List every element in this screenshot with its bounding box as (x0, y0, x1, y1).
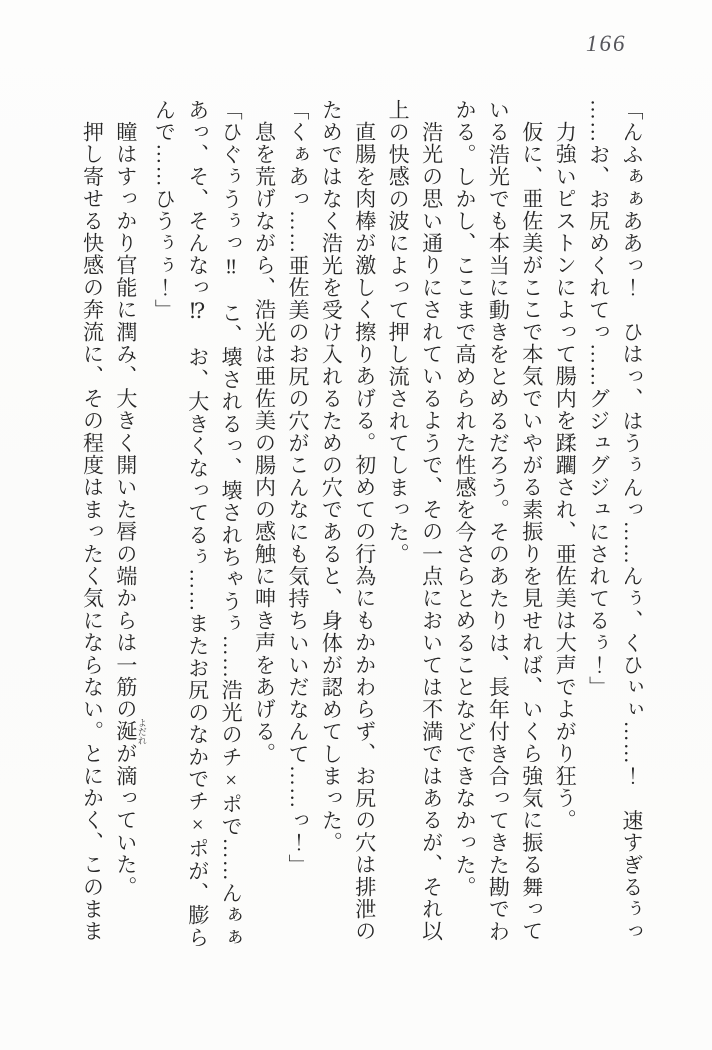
text-line: 「んふぁぁああっ！ ひはっ、はうぅんっ……んぅ、くひぃぃ……！ 速すぎるぅっ (620, 99, 644, 943)
text-line: ……お、お尻めくれてっ……グジュグジュにされてるぅ！」 (586, 99, 611, 699)
text-line: んで……ひうぅぅ！」 (152, 99, 177, 321)
text-line: いる浩光でも本当に動きをとめるだろう。そのあたりは、長年付き合ってきた勘でわ (486, 99, 511, 943)
text-line: 上の快感の波によって押し流されてしまった。 (386, 99, 411, 566)
page-number: 166 (586, 31, 627, 56)
text-line: 息を荒げながら、浩光は亜佐美の腸内の感触に呻き声をあげる。 (252, 121, 277, 765)
text-line: 仮に、亜佐美がここで本気でいやがる素振りを見せれば、いくら強気に振る舞って (519, 121, 544, 943)
text-line: 「くぁあっ……亜佐美のお尻の穴がこんなにも気持ちいいだなんて……っ！」 (285, 99, 310, 876)
text-line: 押し寄せる快感の奔流に、その程度はまったく気にならない。とにかく、このまま (80, 121, 105, 943)
line-text: が滴っていた。 (113, 742, 138, 899)
text-line: ためではなく浩光を受け入れるための穴であると、身体が認めてしまった。 (319, 99, 344, 854)
ruby-base: 涎 (113, 718, 138, 745)
vertical-text-block (75, 99, 648, 971)
ruby-furigana: よだれ (136, 718, 147, 746)
text-line: かる。しかし、ここまで高められた性感を今さらとめることなどできなかった。 (452, 99, 477, 899)
line-text: 瞳はすっかり官能に潤み、大きく開いた唇の端からは一筋の (113, 121, 138, 721)
text-line: 浩光の思い通りにされているようで、その一点においては不満ではあるが、それ以 (419, 121, 444, 943)
text-line: あっ、そ、そんなっ⁉ お、大きくなってるぅ……またお尻のなかでチ×ポが、膨ら (185, 99, 210, 949)
ruby-word (113, 718, 147, 746)
text-line: 直腸を肉棒が激しく擦りあげる。初めての行為にもかかわらず、お尻の穴は排泄の (352, 121, 377, 943)
text-line: 「ひぐぅうぅっ‼ こ、壊されるっ、壊されちゃうぅ……浩光のチ×ポで……んぁぁ (219, 99, 244, 949)
text-line-with-ruby (109, 99, 147, 971)
text-line: 力強いピストンによって腸内を蹂躙され、亜佐美は大声でよがり狂う。 (553, 121, 578, 832)
